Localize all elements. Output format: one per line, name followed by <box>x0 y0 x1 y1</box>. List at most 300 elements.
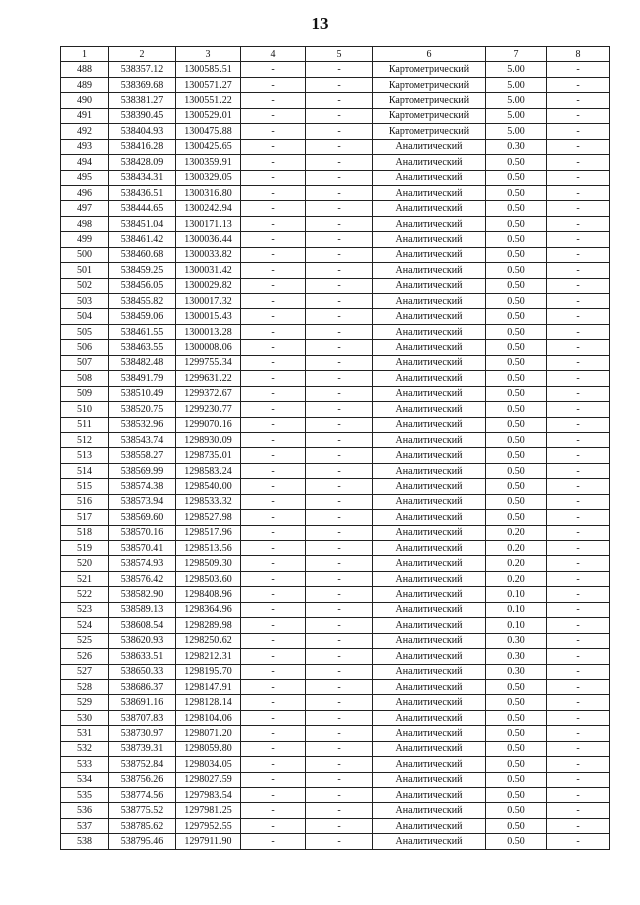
x-coordinate-cell: 538633.51 <box>109 649 176 664</box>
column-5-cell: - <box>306 726 373 741</box>
column-8-cell: - <box>547 170 610 185</box>
y-coordinate-cell: 1298027.59 <box>176 772 241 787</box>
column-8-cell: - <box>547 62 610 77</box>
point-number-cell: 531 <box>61 726 109 741</box>
x-coordinate-cell: 538460.68 <box>109 247 176 262</box>
table-row <box>61 834 610 849</box>
accuracy-cell: 0.30 <box>486 649 547 664</box>
method-cell: Аналитический <box>373 355 486 370</box>
x-coordinate-cell: 538756.26 <box>109 772 176 787</box>
x-coordinate-cell: 538461.42 <box>109 232 176 247</box>
accuracy-cell: 0.50 <box>486 510 547 525</box>
x-coordinate-cell: 538774.56 <box>109 788 176 803</box>
table-header-row <box>61 47 610 62</box>
accuracy-cell: 0.50 <box>486 710 547 725</box>
column-5-cell: - <box>306 355 373 370</box>
method-cell: Аналитический <box>373 834 486 849</box>
column-5-cell: - <box>306 77 373 92</box>
method-cell: Аналитический <box>373 818 486 833</box>
column-8-cell: - <box>547 818 610 833</box>
column-5-cell: - <box>306 788 373 803</box>
method-cell: Аналитический <box>373 479 486 494</box>
column-4-cell: - <box>241 371 306 386</box>
x-coordinate-cell: 538543.74 <box>109 432 176 447</box>
column-4-cell: - <box>241 510 306 525</box>
column-8-cell: - <box>547 247 610 262</box>
column-8-cell: - <box>547 155 610 170</box>
accuracy-cell: 0.50 <box>486 726 547 741</box>
accuracy-cell: 0.50 <box>486 371 547 386</box>
table-row <box>61 772 610 787</box>
y-coordinate-cell: 1300359.91 <box>176 155 241 170</box>
accuracy-cell: 0.50 <box>486 741 547 756</box>
method-cell: Аналитический <box>373 402 486 417</box>
accuracy-cell: 0.10 <box>486 618 547 633</box>
column-4-cell: - <box>241 618 306 633</box>
table-row <box>61 757 610 772</box>
table-row <box>61 726 610 741</box>
accuracy-cell: 0.50 <box>486 402 547 417</box>
table-row <box>61 741 610 756</box>
column-header: 8 <box>547 47 610 62</box>
column-5-cell: - <box>306 772 373 787</box>
x-coordinate-cell: 538573.94 <box>109 494 176 509</box>
point-number-cell: 490 <box>61 93 109 108</box>
column-5-cell: - <box>306 247 373 262</box>
x-coordinate-cell: 538650.33 <box>109 664 176 679</box>
column-5-cell: - <box>306 62 373 77</box>
column-4-cell: - <box>241 556 306 571</box>
method-cell: Аналитический <box>373 386 486 401</box>
accuracy-cell: 0.50 <box>486 679 547 694</box>
point-number-cell: 491 <box>61 108 109 123</box>
column-8-cell: - <box>547 788 610 803</box>
accuracy-cell: 5.00 <box>486 77 547 92</box>
accuracy-cell: 0.50 <box>486 324 547 339</box>
column-5-cell: - <box>306 818 373 833</box>
accuracy-cell: 0.50 <box>486 834 547 849</box>
column-5-cell: - <box>306 494 373 509</box>
table-row <box>61 618 610 633</box>
method-cell: Аналитический <box>373 432 486 447</box>
method-cell: Аналитический <box>373 155 486 170</box>
method-cell: Аналитический <box>373 278 486 293</box>
column-8-cell: - <box>547 834 610 849</box>
y-coordinate-cell: 1300015.43 <box>176 309 241 324</box>
column-4-cell: - <box>241 170 306 185</box>
column-8-cell: - <box>547 726 610 741</box>
x-coordinate-cell: 538775.52 <box>109 803 176 818</box>
point-number-cell: 507 <box>61 355 109 370</box>
column-5-cell: - <box>306 216 373 231</box>
method-cell: Аналитический <box>373 602 486 617</box>
point-number-cell: 536 <box>61 803 109 818</box>
method-cell: Аналитический <box>373 525 486 540</box>
accuracy-cell: 0.50 <box>486 263 547 278</box>
column-8-cell: - <box>547 417 610 432</box>
table-row <box>61 679 610 694</box>
page-number: 13 <box>311 14 329 33</box>
table-row <box>61 263 610 278</box>
point-number-cell: 538 <box>61 834 109 849</box>
point-number-cell: 518 <box>61 525 109 540</box>
accuracy-cell: 0.50 <box>486 479 547 494</box>
method-cell: Аналитический <box>373 633 486 648</box>
table-row <box>61 479 610 494</box>
x-coordinate-cell: 538510.49 <box>109 386 176 401</box>
accuracy-cell: 0.50 <box>486 278 547 293</box>
accuracy-cell: 0.50 <box>486 340 547 355</box>
y-coordinate-cell: 1298059.80 <box>176 741 241 756</box>
column-4-cell: - <box>241 294 306 309</box>
point-number-cell: 508 <box>61 371 109 386</box>
accuracy-cell: 0.50 <box>486 417 547 432</box>
table-row <box>61 664 610 679</box>
accuracy-cell: 0.50 <box>486 355 547 370</box>
column-4-cell: - <box>241 788 306 803</box>
table-row <box>61 463 610 478</box>
table-row <box>61 62 610 77</box>
y-coordinate-cell: 1298540.00 <box>176 479 241 494</box>
table-row <box>61 556 610 571</box>
method-cell: Аналитический <box>373 618 486 633</box>
column-4-cell: - <box>241 726 306 741</box>
table-row <box>61 371 610 386</box>
x-coordinate-cell: 538576.42 <box>109 571 176 586</box>
column-8-cell: - <box>547 77 610 92</box>
y-coordinate-cell: 1300475.88 <box>176 124 241 139</box>
y-coordinate-cell: 1299070.16 <box>176 417 241 432</box>
column-8-cell: - <box>547 741 610 756</box>
accuracy-cell: 0.30 <box>486 664 547 679</box>
x-coordinate-cell: 538455.82 <box>109 294 176 309</box>
y-coordinate-cell: 1298930.09 <box>176 432 241 447</box>
column-8-cell: - <box>547 432 610 447</box>
column-4-cell: - <box>241 757 306 772</box>
y-coordinate-cell: 1298517.96 <box>176 525 241 540</box>
column-5-cell: - <box>306 432 373 447</box>
point-number-cell: 501 <box>61 263 109 278</box>
y-coordinate-cell: 1300171.13 <box>176 216 241 231</box>
column-4-cell: - <box>241 247 306 262</box>
accuracy-cell: 0.50 <box>486 155 547 170</box>
method-cell: Аналитический <box>373 170 486 185</box>
column-5-cell: - <box>306 710 373 725</box>
column-5-cell: - <box>306 741 373 756</box>
x-coordinate-cell: 538570.41 <box>109 541 176 556</box>
column-4-cell: - <box>241 633 306 648</box>
accuracy-cell: 0.50 <box>486 757 547 772</box>
point-number-cell: 514 <box>61 463 109 478</box>
column-header: 1 <box>61 47 109 62</box>
table-row <box>61 541 610 556</box>
table-row <box>61 788 610 803</box>
column-4-cell: - <box>241 309 306 324</box>
accuracy-cell: 0.30 <box>486 633 547 648</box>
accuracy-cell: 0.50 <box>486 818 547 833</box>
column-8-cell: - <box>547 448 610 463</box>
x-coordinate-cell: 538436.51 <box>109 185 176 200</box>
column-4-cell: - <box>241 679 306 694</box>
y-coordinate-cell: 1298509.30 <box>176 556 241 571</box>
column-5-cell: - <box>306 448 373 463</box>
method-cell: Аналитический <box>373 710 486 725</box>
point-number-cell: 502 <box>61 278 109 293</box>
x-coordinate-cell: 538752.84 <box>109 757 176 772</box>
column-8-cell: - <box>547 185 610 200</box>
column-8-cell: - <box>547 695 610 710</box>
accuracy-cell: 0.50 <box>486 201 547 216</box>
column-5-cell: - <box>306 155 373 170</box>
point-number-cell: 523 <box>61 602 109 617</box>
method-cell: Аналитический <box>373 371 486 386</box>
accuracy-cell: 0.50 <box>486 216 547 231</box>
method-cell: Аналитический <box>373 448 486 463</box>
accuracy-cell: 0.50 <box>486 772 547 787</box>
point-number-cell: 516 <box>61 494 109 509</box>
y-coordinate-cell: 1298533.32 <box>176 494 241 509</box>
point-number-cell: 529 <box>61 695 109 710</box>
table-row <box>61 633 610 648</box>
y-coordinate-cell: 1298583.24 <box>176 463 241 478</box>
column-4-cell: - <box>241 77 306 92</box>
accuracy-cell: 0.50 <box>486 232 547 247</box>
method-cell: Аналитический <box>373 463 486 478</box>
x-coordinate-cell: 538369.68 <box>109 77 176 92</box>
column-5-cell: - <box>306 402 373 417</box>
column-4-cell: - <box>241 432 306 447</box>
accuracy-cell: 0.50 <box>486 294 547 309</box>
accuracy-cell: 5.00 <box>486 93 547 108</box>
column-8-cell: - <box>547 294 610 309</box>
y-coordinate-cell: 1298513.56 <box>176 541 241 556</box>
column-4-cell: - <box>241 139 306 154</box>
method-cell: Аналитический <box>373 232 486 247</box>
table-row <box>61 77 610 92</box>
point-number-cell: 537 <box>61 818 109 833</box>
column-5-cell: - <box>306 371 373 386</box>
table-row <box>61 247 610 262</box>
accuracy-cell: 0.10 <box>486 602 547 617</box>
table-row <box>61 355 610 370</box>
column-8-cell: - <box>547 402 610 417</box>
y-coordinate-cell: 1300242.94 <box>176 201 241 216</box>
y-coordinate-cell: 1298034.05 <box>176 757 241 772</box>
accuracy-cell: 5.00 <box>486 62 547 77</box>
column-5-cell: - <box>306 324 373 339</box>
method-cell: Аналитический <box>373 726 486 741</box>
accuracy-cell: 0.50 <box>486 695 547 710</box>
method-cell: Аналитический <box>373 340 486 355</box>
table-row <box>61 510 610 525</box>
x-coordinate-cell: 538589.13 <box>109 602 176 617</box>
column-4-cell: - <box>241 695 306 710</box>
accuracy-cell: 0.20 <box>486 525 547 540</box>
table-row <box>61 278 610 293</box>
accuracy-cell: 0.50 <box>486 247 547 262</box>
point-number-cell: 500 <box>61 247 109 262</box>
table-row <box>61 587 610 602</box>
column-5-cell: - <box>306 386 373 401</box>
table-row <box>61 695 610 710</box>
x-coordinate-cell: 538795.46 <box>109 834 176 849</box>
column-8-cell: - <box>547 587 610 602</box>
table-row <box>61 324 610 339</box>
table-row <box>61 93 610 108</box>
y-coordinate-cell: 1298503.60 <box>176 571 241 586</box>
table-row <box>61 294 610 309</box>
column-5-cell: - <box>306 633 373 648</box>
accuracy-cell: 0.10 <box>486 587 547 602</box>
column-4-cell: - <box>241 571 306 586</box>
column-8-cell: - <box>547 386 610 401</box>
x-coordinate-cell: 538574.93 <box>109 556 176 571</box>
column-5-cell: - <box>306 124 373 139</box>
column-5-cell: - <box>306 278 373 293</box>
x-coordinate-cell: 538390.45 <box>109 108 176 123</box>
y-coordinate-cell: 1298364.96 <box>176 602 241 617</box>
column-4-cell: - <box>241 710 306 725</box>
y-coordinate-cell: 1298212.31 <box>176 649 241 664</box>
point-number-cell: 517 <box>61 510 109 525</box>
x-coordinate-cell: 538461.55 <box>109 324 176 339</box>
column-5-cell: - <box>306 679 373 694</box>
x-coordinate-cell: 538686.37 <box>109 679 176 694</box>
table-row <box>61 649 610 664</box>
accuracy-cell: 0.50 <box>486 185 547 200</box>
y-coordinate-cell: 1300551.22 <box>176 93 241 108</box>
table-row <box>61 402 610 417</box>
column-8-cell: - <box>547 340 610 355</box>
point-number-cell: 496 <box>61 185 109 200</box>
y-coordinate-cell: 1299230.77 <box>176 402 241 417</box>
accuracy-cell: 0.50 <box>486 803 547 818</box>
accuracy-cell: 0.50 <box>486 309 547 324</box>
x-coordinate-cell: 538357.12 <box>109 62 176 77</box>
column-4-cell: - <box>241 324 306 339</box>
column-8-cell: - <box>547 371 610 386</box>
table-row <box>61 710 610 725</box>
column-4-cell: - <box>241 494 306 509</box>
method-cell: Аналитический <box>373 185 486 200</box>
column-5-cell: - <box>306 834 373 849</box>
column-5-cell: - <box>306 185 373 200</box>
method-cell: Аналитический <box>373 139 486 154</box>
x-coordinate-cell: 538608.54 <box>109 618 176 633</box>
x-coordinate-cell: 538456.05 <box>109 278 176 293</box>
method-cell: Аналитический <box>373 247 486 262</box>
accuracy-cell: 0.50 <box>486 386 547 401</box>
point-number-cell: 515 <box>61 479 109 494</box>
column-5-cell: - <box>306 201 373 216</box>
y-coordinate-cell: 1299631.22 <box>176 371 241 386</box>
y-coordinate-cell: 1298408.96 <box>176 587 241 602</box>
y-coordinate-cell: 1300529.01 <box>176 108 241 123</box>
column-4-cell: - <box>241 448 306 463</box>
column-5-cell: - <box>306 309 373 324</box>
x-coordinate-cell: 538574.38 <box>109 479 176 494</box>
x-coordinate-cell: 538582.90 <box>109 587 176 602</box>
column-8-cell: - <box>547 757 610 772</box>
x-coordinate-cell: 538459.25 <box>109 263 176 278</box>
column-8-cell: - <box>547 108 610 123</box>
column-8-cell: - <box>547 463 610 478</box>
y-coordinate-cell: 1298147.91 <box>176 679 241 694</box>
table-row <box>61 417 610 432</box>
point-number-cell: 532 <box>61 741 109 756</box>
table-row <box>61 309 610 324</box>
table-row <box>61 108 610 123</box>
method-cell: Аналитический <box>373 788 486 803</box>
point-number-cell: 506 <box>61 340 109 355</box>
column-8-cell: - <box>547 124 610 139</box>
table-row <box>61 170 610 185</box>
accuracy-cell: 0.50 <box>486 463 547 478</box>
column-header: 6 <box>373 47 486 62</box>
column-8-cell: - <box>547 216 610 231</box>
column-4-cell: - <box>241 386 306 401</box>
x-coordinate-cell: 538730.97 <box>109 726 176 741</box>
x-coordinate-cell: 538463.55 <box>109 340 176 355</box>
x-coordinate-cell: 538532.96 <box>109 417 176 432</box>
point-number-cell: 513 <box>61 448 109 463</box>
method-cell: Аналитический <box>373 216 486 231</box>
column-4-cell: - <box>241 525 306 540</box>
table-row <box>61 448 610 463</box>
column-8-cell: - <box>547 602 610 617</box>
point-number-cell: 493 <box>61 139 109 154</box>
column-4-cell: - <box>241 185 306 200</box>
column-8-cell: - <box>547 710 610 725</box>
column-8-cell: - <box>547 679 610 694</box>
column-5-cell: - <box>306 571 373 586</box>
x-coordinate-cell: 538459.06 <box>109 309 176 324</box>
x-coordinate-cell: 538428.09 <box>109 155 176 170</box>
method-cell: Картометрический <box>373 108 486 123</box>
point-number-cell: 524 <box>61 618 109 633</box>
column-4-cell: - <box>241 741 306 756</box>
column-4-cell: - <box>241 216 306 231</box>
column-8-cell: - <box>547 541 610 556</box>
column-5-cell: - <box>306 649 373 664</box>
method-cell: Аналитический <box>373 541 486 556</box>
method-cell: Аналитический <box>373 741 486 756</box>
column-4-cell: - <box>241 201 306 216</box>
column-8-cell: - <box>547 525 610 540</box>
column-4-cell: - <box>241 602 306 617</box>
accuracy-cell: 0.50 <box>486 788 547 803</box>
method-cell: Аналитический <box>373 803 486 818</box>
method-cell: Аналитический <box>373 772 486 787</box>
method-cell: Аналитический <box>373 309 486 324</box>
x-coordinate-cell: 538570.16 <box>109 525 176 540</box>
y-coordinate-cell: 1297983.54 <box>176 788 241 803</box>
x-coordinate-cell: 538434.31 <box>109 170 176 185</box>
coordinates-table <box>60 46 610 850</box>
method-cell: Аналитический <box>373 571 486 586</box>
column-8-cell: - <box>547 649 610 664</box>
method-cell: Аналитический <box>373 556 486 571</box>
method-cell: Аналитический <box>373 263 486 278</box>
accuracy-cell: 0.50 <box>486 494 547 509</box>
y-coordinate-cell: 1298527.98 <box>176 510 241 525</box>
table-row <box>61 432 610 447</box>
column-8-cell: - <box>547 93 610 108</box>
column-5-cell: - <box>306 510 373 525</box>
y-coordinate-cell: 1297911.90 <box>176 834 241 849</box>
y-coordinate-cell: 1298128.14 <box>176 695 241 710</box>
column-4-cell: - <box>241 355 306 370</box>
